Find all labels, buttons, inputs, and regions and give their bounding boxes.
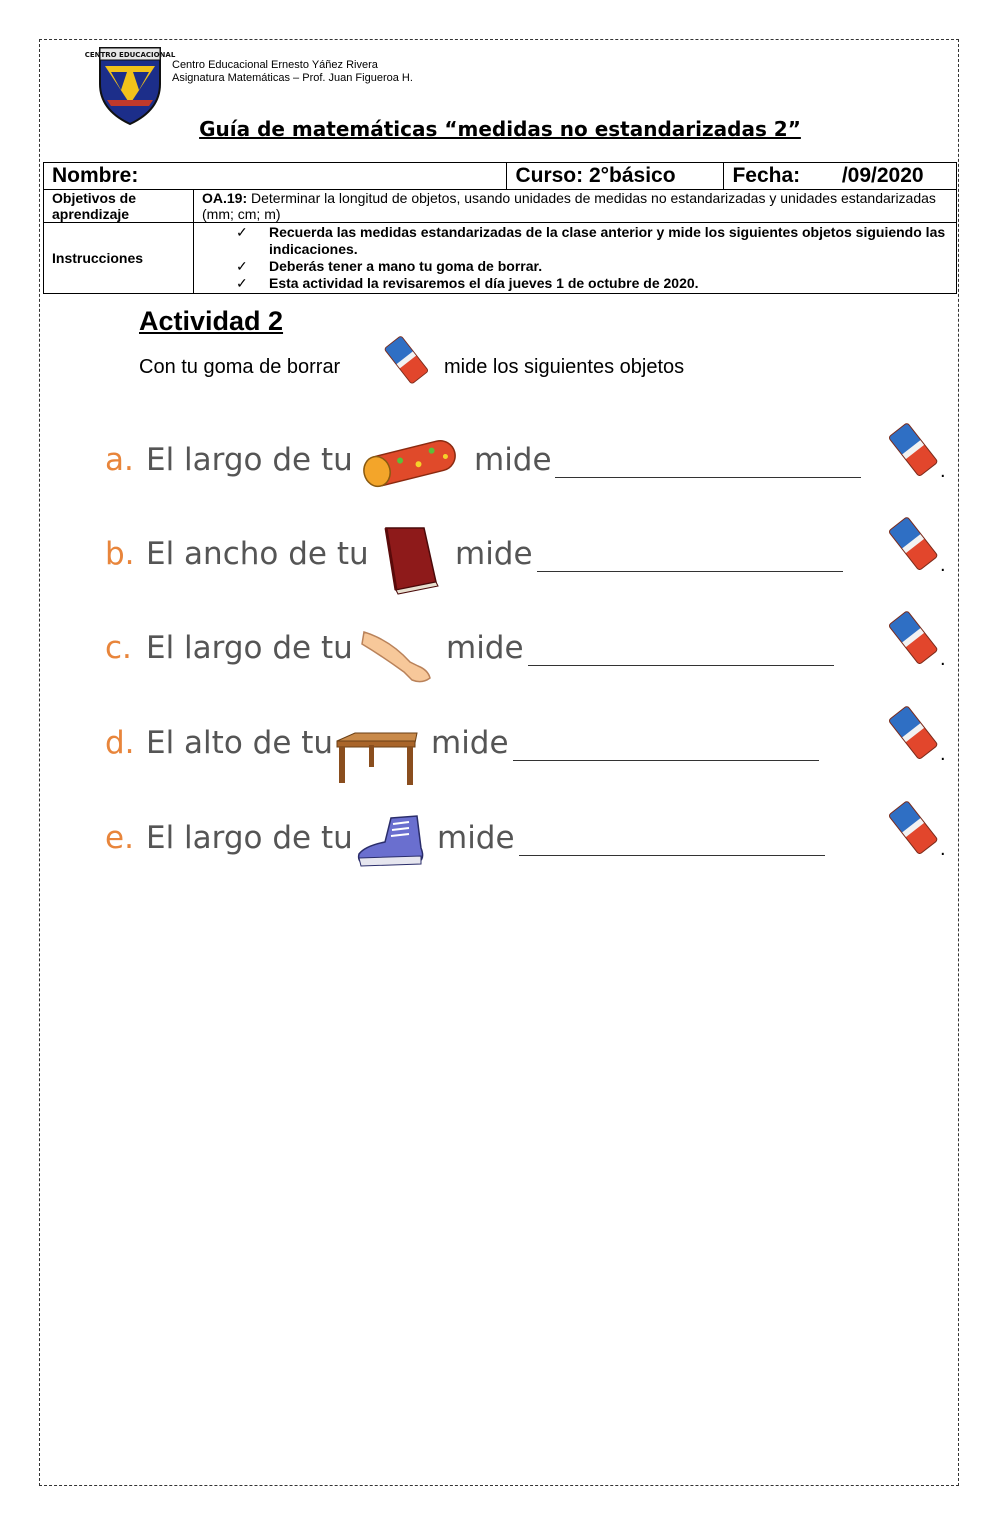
- item-letter: a.: [105, 442, 134, 478]
- book-icon: [382, 524, 444, 594]
- school-header: [172, 59, 413, 85]
- instruccion-item: ✓ Esta actividad la revisaremos el día jueves 1 de octubre de 2020.: [236, 275, 948, 292]
- activity-item-a: [0, 420, 1000, 500]
- objetivo-code: OA.19:: [202, 190, 248, 206]
- end-mark: .: [940, 554, 946, 576]
- item-text: El largo de tu: [146, 630, 353, 666]
- end-mark: .: [940, 743, 946, 765]
- item-mide: mide: [446, 630, 524, 666]
- pencil-case-icon: [356, 432, 466, 494]
- item-text: El largo de tu: [146, 442, 353, 478]
- fecha-value: /09/2020: [841, 164, 924, 187]
- answer-line[interactable]: [555, 477, 861, 478]
- eraser-icon: [886, 420, 944, 484]
- eraser-icon: [886, 703, 944, 767]
- answer-line[interactable]: [537, 571, 843, 572]
- item-text: El alto de tu: [146, 725, 334, 761]
- school-logo: [84, 44, 176, 126]
- curso-label: Curso: 2°básico: [515, 164, 676, 187]
- logo-text: CENTRO EDUCACIONAL: [84, 51, 176, 59]
- answer-line[interactable]: [513, 760, 819, 761]
- item-mide: mide: [474, 442, 552, 478]
- eraser-icon: [382, 333, 434, 391]
- item-letter: d.: [105, 725, 135, 761]
- item-mide: mide: [437, 820, 515, 856]
- objetivos-label: Objetivos de aprendizaje: [44, 190, 194, 223]
- item-letter: e.: [105, 820, 134, 856]
- instrucciones-cell: [194, 223, 957, 294]
- instrucciones-label: Instrucciones: [44, 223, 194, 294]
- guide-title: Guía de matemáticas “medidas no estandarizadas 2”: [199, 117, 801, 141]
- item-mide: mide: [431, 725, 509, 761]
- activity-item-b: [0, 514, 1000, 594]
- fecha-label: Fecha:: [732, 164, 801, 187]
- activity-instruction-after: mide los siguientes objetos: [444, 356, 685, 378]
- end-mark: .: [940, 838, 946, 860]
- item-letter: b.: [105, 536, 135, 572]
- item-letter: c.: [105, 630, 132, 666]
- nombre-label: Nombre:: [52, 164, 139, 187]
- instrucciones-list: [202, 224, 948, 292]
- item-text: El ancho de tu: [146, 536, 369, 572]
- answer-line[interactable]: [528, 665, 834, 666]
- curso-cell: [507, 163, 724, 190]
- school-name: Centro Educacional Ernesto Yáñez Rivera: [172, 59, 378, 71]
- activity-item-c: [0, 608, 1000, 688]
- activity-item-d: [0, 703, 1000, 783]
- shoe-icon: [355, 814, 429, 870]
- item-mide: mide: [455, 536, 533, 572]
- item-text: El largo de tu: [146, 820, 353, 856]
- objetivo-cell: [194, 190, 957, 223]
- eraser-icon: [886, 608, 944, 672]
- arm-icon: [360, 626, 436, 686]
- fecha-cell[interactable]: [724, 163, 957, 190]
- answer-line[interactable]: [519, 855, 825, 856]
- activity-item-e: [0, 798, 1000, 878]
- instruccion-item: ✓ Deberás tener a mano tu goma de borrar.: [236, 258, 948, 275]
- eraser-icon: [886, 514, 944, 578]
- info-table: [43, 162, 957, 294]
- end-mark: .: [940, 460, 946, 482]
- instruccion-item: ✓ Recuerda las medidas estandarizadas de la clase anterior y mide los siguientes objetos siguiendo las indicaciones.: [236, 224, 948, 258]
- objetivo-text: Determinar la longitud de objetos, usando unidades de medidas no estandarizadas y unidades estandarizadas (mm; cm; m): [202, 190, 936, 222]
- table-icon: [335, 731, 419, 787]
- subject-line: Asignatura Matemáticas – Prof. Juan Figueroa H.: [172, 72, 413, 84]
- activity-instruction-before: Con tu goma de borrar: [139, 356, 341, 378]
- activity-title: Actividad 2: [139, 306, 284, 336]
- eraser-icon: [886, 798, 944, 862]
- end-mark: .: [940, 648, 946, 670]
- nombre-cell[interactable]: [44, 163, 507, 190]
